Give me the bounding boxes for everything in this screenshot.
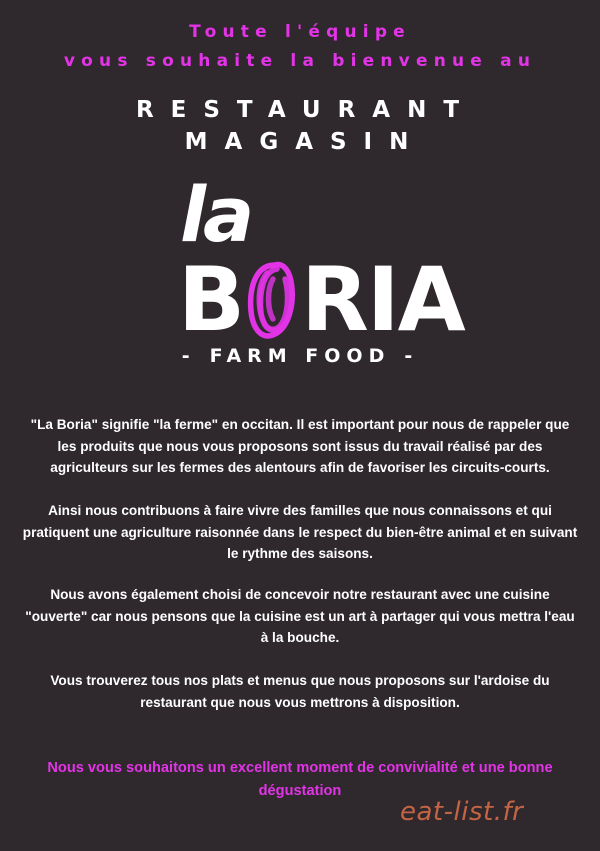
logo-la-text: la [180,170,252,259]
logo-tagline [0,345,600,367]
establishment-type-magasin: MAGASIN [184,129,426,155]
logo-letters-ria: RIA [301,248,464,351]
establishment-type-restaurant: RESTAURANT [135,97,477,123]
tagline-text: FARM FOOD [209,345,391,367]
logo-letter-b: B [178,248,244,351]
paragraph-menus: Vous trouverez tous nos plats et menus que nous proposons sur l'ardoise du restaurant que nous vous mettrons à disposition. [50,673,550,710]
paragraph-meaning: "La Boria" signifie "la ferme" en occitan. Il est important pour nous de rappeler que les produits que nous vous proposons sont issus du travail réalisé par des agriculteurs sur les fermes des alentours afin de favoriser les circuits-courts. [30,417,570,475]
logo-boria [178,248,464,351]
tagline-dash-left: - [181,345,196,367]
tagline-dash-right: - [404,345,419,367]
watermark-eat-list: eat-list.fr [400,797,524,827]
welcome-line-1: Toute l'équipe [189,22,411,42]
closing-message: Nous vous souhaitons un excellent moment de convivialité et une bonne dégustation [47,760,553,799]
logo-o-scribble-icon [245,259,299,341]
paragraph-open-kitchen: Nous avons également choisi de concevoir notre restaurant avec une cuisine "ouverte" car nous pensons que la cuisine est un art à partager qui vous mettra l'eau à la bouche. [25,587,575,645]
welcome-line-2: vous souhaite la bienvenue au [63,51,537,71]
paragraph-families: Ainsi nous contribuons à faire vivre des familles que nous connaissons et qui pratiquent une agriculture raisonnée dans le respect du bien-être animal et en suivant le rythme des saisons. [22,503,578,561]
